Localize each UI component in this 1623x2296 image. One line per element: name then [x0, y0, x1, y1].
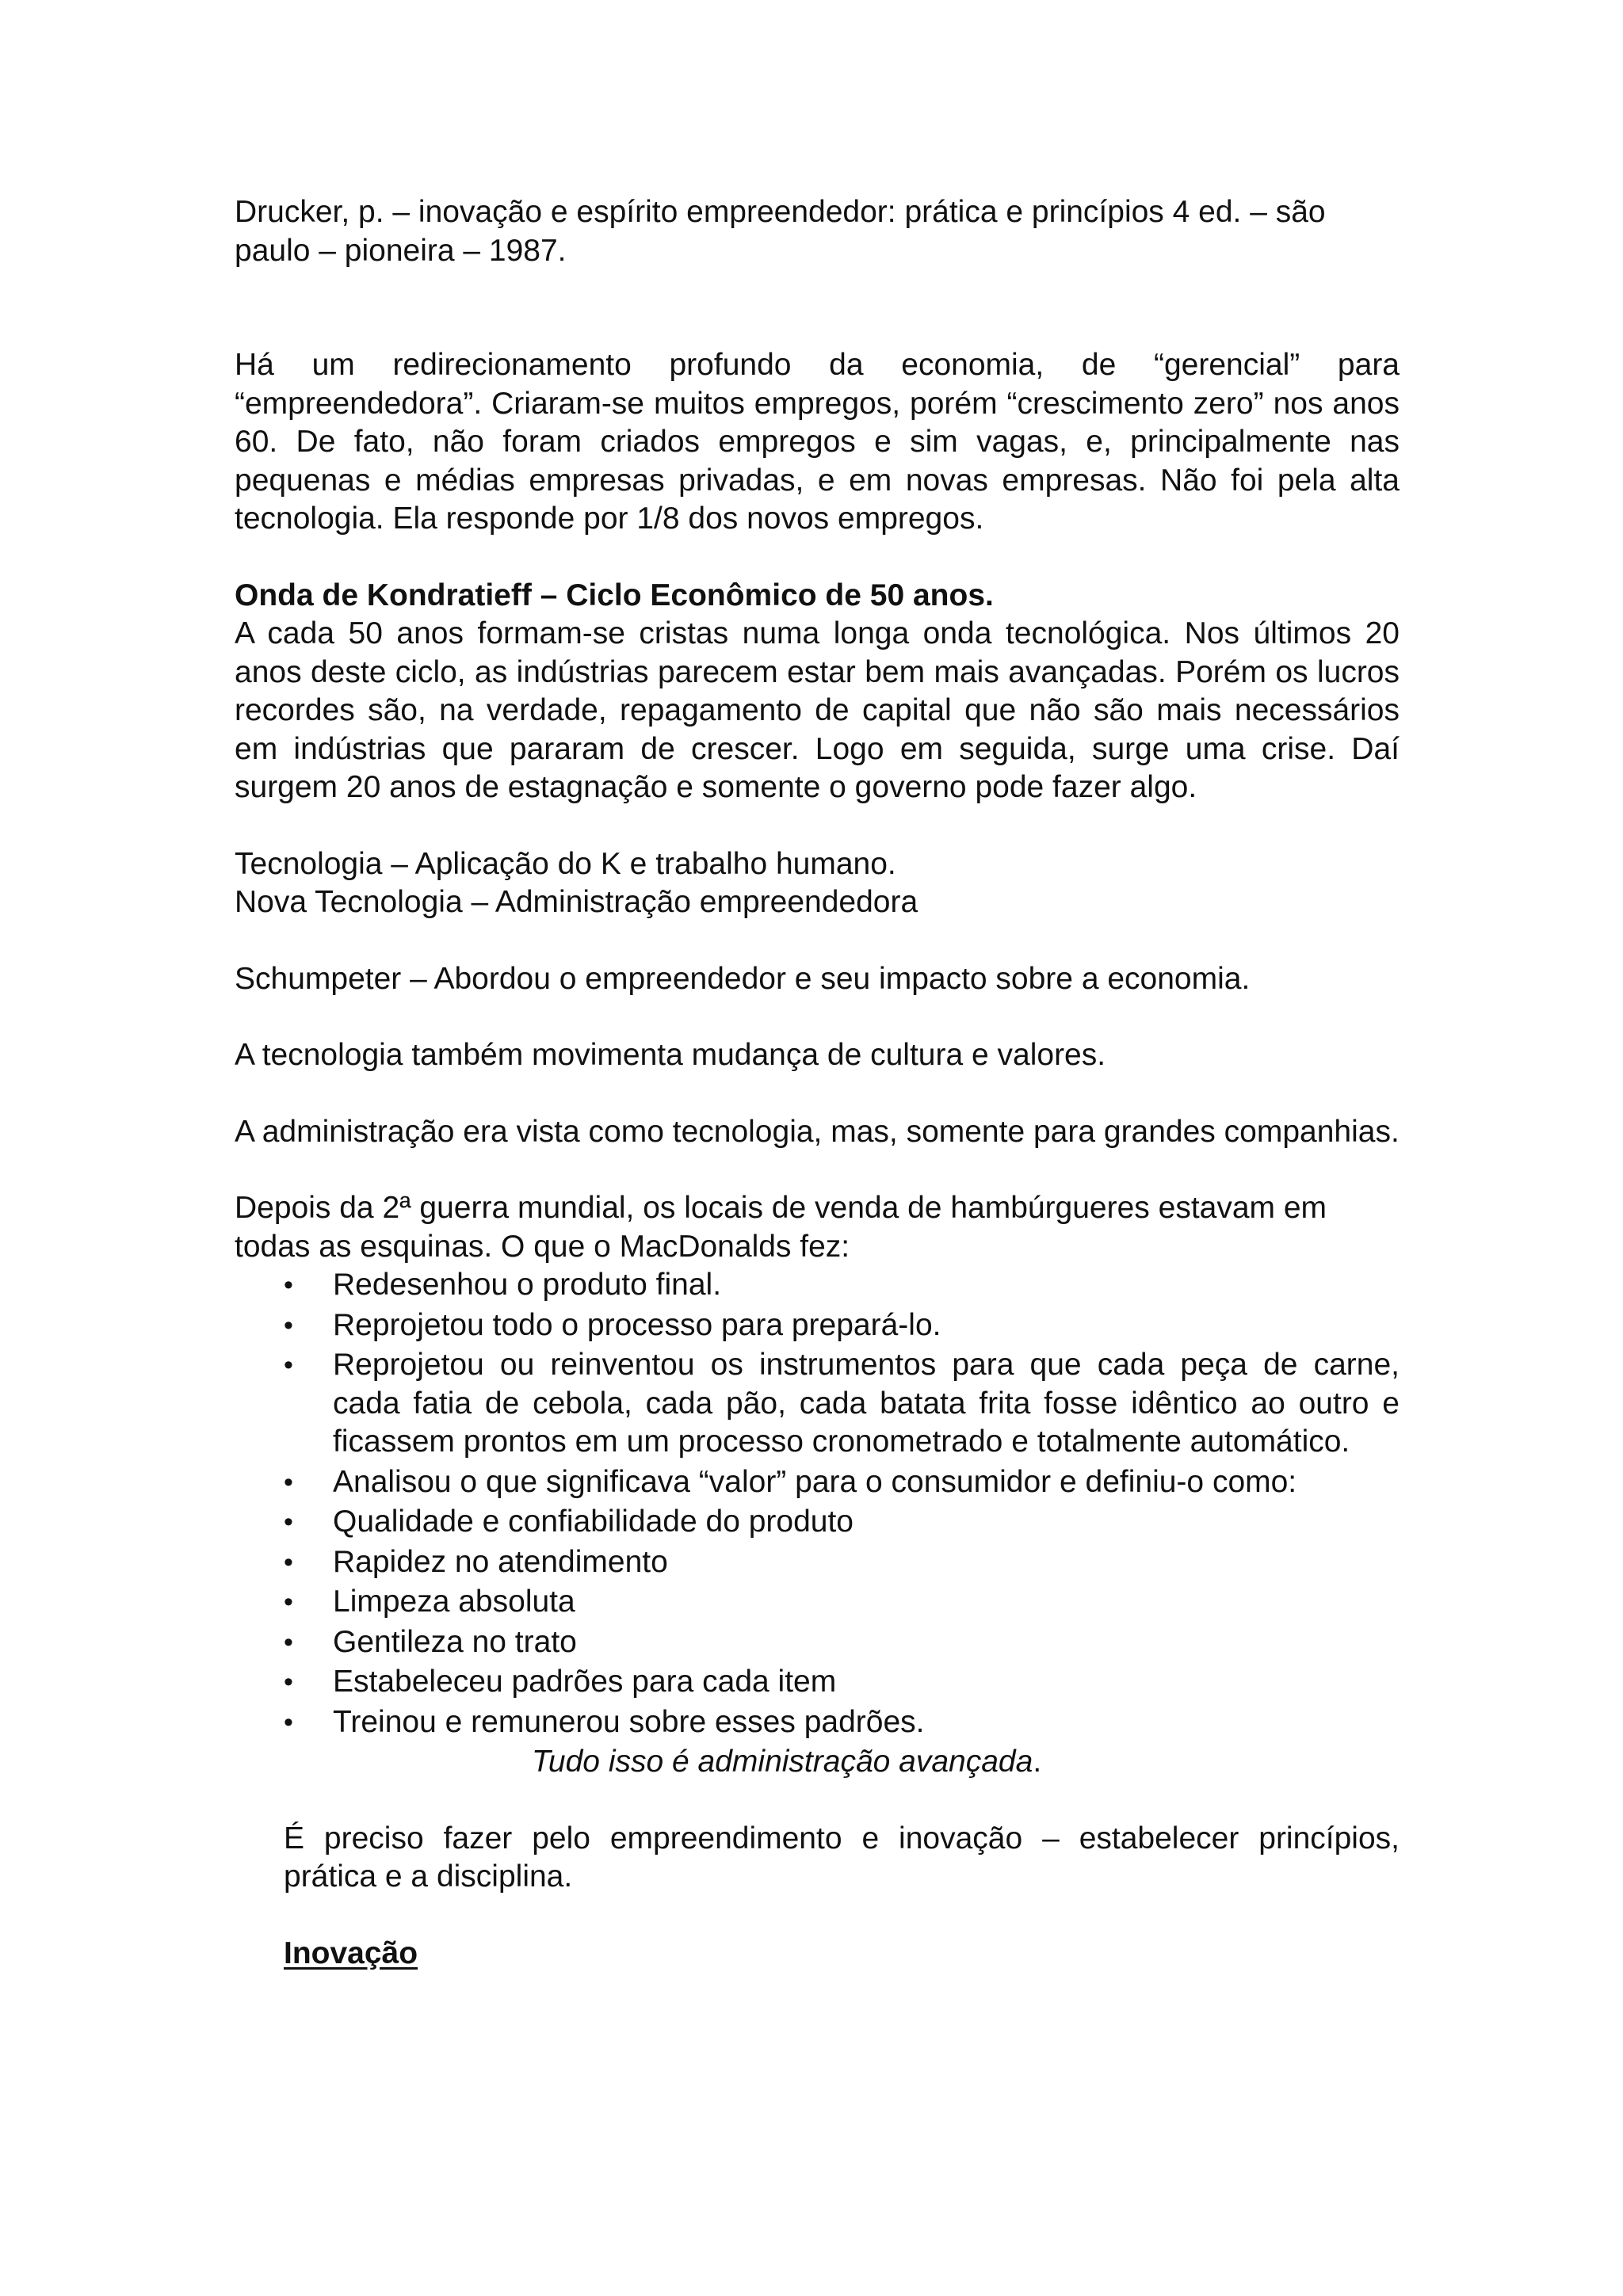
kondratieff-heading: Onda de Kondratieff – Ciclo Econômico de 50 anos.	[235, 578, 994, 612]
reference-line-1: Drucker, p. – inovação e espírito empreendedor: prática e princípios 4 ed. – são	[235, 195, 1326, 229]
definitions	[235, 845, 1400, 922]
bullet-icon: •	[284, 1707, 293, 1737]
list-item	[235, 1306, 1400, 1345]
list-item-text: Qualidade e confiabilidade do produto	[333, 1505, 854, 1539]
list-item	[235, 1503, 1400, 1542]
intro-paragraph: Há um redirecionamento profundo da economia, de “gerencial” para “empreendedora”. Criaram-se muitos empregos, porém “crescimento zero” nos anos 60. De fato, não foram criados empregos e sim vagas, e, principalmente nas pequenas e médias empresas privadas, e em novas empresas. Não foi pela alta tecnologia. Ela responde por 1/8 dos novos empregos.	[235, 348, 1400, 536]
macdonalds-bullet-list	[235, 1266, 1400, 1741]
bullet-icon: •	[284, 1310, 293, 1341]
list-item	[235, 1346, 1400, 1462]
list-item	[235, 1583, 1400, 1622]
macdonalds-intro-line-1: Depois da 2ª guerra mundial, os locais de venda de hambúrgueres estavam em	[235, 1191, 1327, 1225]
bullet-icon: •	[284, 1507, 293, 1537]
list-item	[235, 1463, 1400, 1502]
administration-paragraph: A administração era vista como tecnologia, mas, somente para grandes companhias.	[235, 1114, 1400, 1149]
document-page	[235, 193, 1400, 1973]
list-item	[235, 1703, 1400, 1742]
bullet-icon: •	[284, 1466, 293, 1497]
kondratieff-section	[235, 577, 1400, 807]
list-item-text: Limpeza absoluta	[333, 1585, 575, 1619]
kondratieff-text: A cada 50 anos formam-se cristas numa longa onda tecnológica. Nos últimos 20 anos deste ciclo, as indústrias parecem estar bem mais avançadas. Porém os lucros recordes são, na verdade, repagamento de capital que não são mais necessários em indústrias que pararam de crescer. Logo em seguida, surge uma crise. Daí surgem 20 anos de estagnação e somente o governo pode fazer algo.	[235, 616, 1400, 804]
list-item-text: Reprojetou ou reinventou os instrumentos para que cada peça de carne, cada fatia de cebola, cada pão, cada batata frita fosse idêntico ao outro e ficassem prontos em um processo cronometrado e totalmente automático.	[333, 1348, 1400, 1459]
list-item-text: Reprojetou todo o processo para prepará-lo.	[333, 1307, 941, 1342]
bullet-icon: •	[284, 1350, 293, 1380]
macdonalds-intro-line-2: todas as esquinas. O que o MacDonalds fez:	[235, 1229, 850, 1264]
bullet-icon: •	[284, 1627, 293, 1657]
conclusion-italic-text: Tudo isso é administração avançada	[532, 1745, 1033, 1779]
list-item-text: Redesenhou o produto final.	[333, 1268, 722, 1302]
technology-culture-paragraph: A tecnologia também movimenta mudança de cultura e valores.	[235, 1038, 1106, 1072]
reference-line-2: paulo – pioneira – 1987.	[235, 233, 567, 268]
schumpeter-paragraph: Schumpeter – Abordou o empreendedor e seu impacto sobre a economia.	[235, 961, 1251, 996]
bullet-icon: •	[284, 1270, 293, 1300]
macdonalds-section	[235, 1189, 1400, 1782]
reference-citation	[235, 193, 1400, 270]
list-item-text: Treinou e remunerou sobre esses padrões.	[333, 1704, 925, 1739]
list-item	[235, 1663, 1400, 1702]
bullet-icon: •	[284, 1547, 293, 1577]
definition-new-technology: Nova Tecnologia – Administração empreendedora	[235, 885, 918, 919]
list-item	[235, 1266, 1400, 1305]
conclusion-period: .	[1033, 1745, 1042, 1779]
macdonalds-conclusion	[235, 1743, 1400, 1782]
macdonalds-intro	[235, 1189, 1400, 1266]
list-item-text: Estabeleceu padrões para cada item	[333, 1665, 837, 1699]
final-heading-wrapper	[235, 1935, 1400, 1974]
closing-paragraph: É preciso fazer pelo empreendimento e inovação – estabelecer princípios, prática e a disciplina.	[284, 1821, 1400, 1894]
list-item	[235, 1543, 1400, 1582]
list-item-text: Analisou o que significava “valor” para o consumidor e definiu-o como:	[333, 1464, 1297, 1499]
list-item-text: Rapidez no atendimento	[333, 1544, 668, 1579]
list-item	[235, 1623, 1400, 1662]
definition-technology: Tecnologia – Aplicação do K e trabalho humano.	[235, 846, 896, 881]
final-heading: Inovação	[284, 1936, 418, 1970]
bullet-icon: •	[284, 1667, 293, 1697]
list-item-text: Gentileza no trato	[333, 1624, 577, 1659]
bullet-icon: •	[284, 1587, 293, 1617]
